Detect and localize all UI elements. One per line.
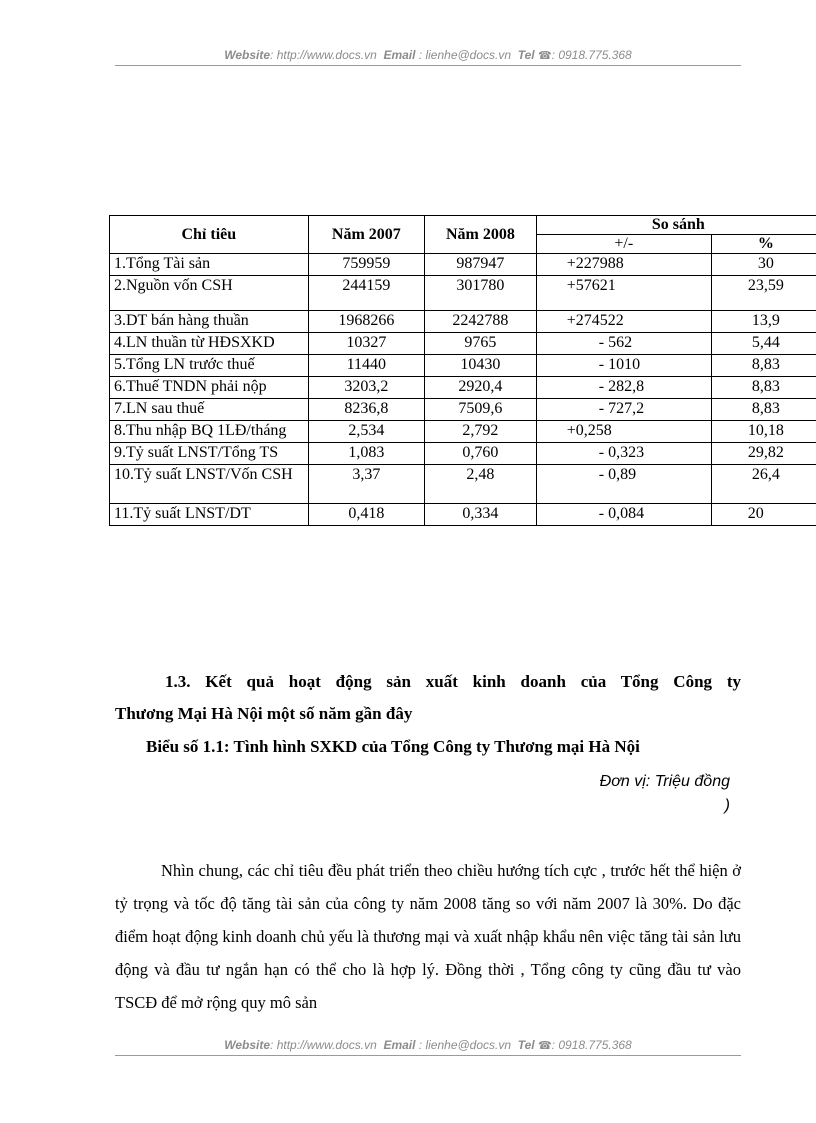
row-2007: 1,083 — [308, 443, 424, 465]
row-2007: 2,534 — [308, 421, 424, 443]
row-label: 1.Tổng Tài sản — [110, 254, 309, 276]
row-2007: 0,418 — [308, 504, 424, 526]
row-2008: 10430 — [425, 355, 537, 377]
row-diff: +274522 — [536, 311, 711, 333]
row-2008: 2920,4 — [425, 377, 537, 399]
row-label: 3.DT bán hàng thuần — [110, 311, 309, 333]
row-pct: 8,83 — [711, 377, 816, 399]
row-pct: 20 — [711, 504, 816, 526]
row-2007: 759959 — [308, 254, 424, 276]
row-pct: 23,59 — [711, 276, 816, 311]
row-2007: 11440 — [308, 355, 424, 377]
row-2007: 3,37 — [308, 465, 424, 504]
row-diff: - 0,084 — [536, 504, 711, 526]
row-2008: 0,760 — [425, 443, 537, 465]
table-row — [110, 311, 816, 333]
row-2008: 2,792 — [425, 421, 537, 443]
row-2008: 987947 — [425, 254, 537, 276]
header-tel-value: : 0918.775.368 — [551, 48, 632, 62]
table-row — [110, 333, 816, 355]
row-2007: 3203,2 — [308, 377, 424, 399]
page-header — [115, 48, 741, 66]
footer-email-label: Email — [383, 1038, 416, 1052]
row-pct: 29,82 — [711, 443, 816, 465]
row-diff: - 0,89 — [536, 465, 711, 504]
row-label: 5.Tổng LN trước thuế — [110, 355, 309, 377]
body-paragraph: Nhìn chung, các chỉ tiêu đều phát triển theo chiều hướng tích cực , trước hết thể hiện ở tỷ trọng và tốc độ tăng tài sản của công ty năm 2008 tăng so với năm 2007 là 30%. Do đặc điểm hoạt động kinh doanh chủ yếu là thương mại và xuất nhập khẩu nên việc tăng tài sản lưu động và đầu tư ngắn hạn có thể cho là hợp lý. Đồng thời , Tổng công ty cũng đầu tư vào TSCĐ để mở rộng quy mô sản — [115, 861, 741, 1012]
row-2008: 9765 — [425, 333, 537, 355]
footer-website-value[interactable]: : http://www.docs.vn — [270, 1038, 377, 1052]
financial-table — [109, 215, 816, 526]
unit-note — [560, 770, 730, 818]
footer-website-label: Website — [224, 1038, 271, 1052]
row-label: 9.Tỷ suất LNST/Tổng TS — [110, 443, 309, 465]
row-2008: 7509,6 — [425, 399, 537, 421]
table-row — [110, 254, 816, 276]
header-email-label: Email — [383, 48, 416, 62]
row-pct: 13,9 — [711, 311, 816, 333]
row-label: 8.Thu nhập BQ 1LĐ/tháng — [110, 421, 309, 443]
row-pct: 10,18 — [711, 421, 816, 443]
phone-icon: ☎ — [537, 50, 552, 62]
row-diff: - 562 — [536, 333, 711, 355]
row-2007: 10327 — [308, 333, 424, 355]
row-diff: +227988 — [536, 254, 711, 276]
row-2008: 301780 — [425, 276, 537, 311]
unit-note-line2: ) — [724, 797, 730, 814]
row-pct: 8,83 — [711, 399, 816, 421]
section-heading-line1: 1.3. Kết quả hoạt động sản xuất kinh doanh của Tổng Công ty — [165, 672, 741, 691]
row-2008: 2,48 — [425, 465, 537, 504]
row-diff: +0,258 — [536, 421, 711, 443]
row-pct: 30 — [711, 254, 816, 276]
row-label: 4.LN thuần từ HĐSXKD — [110, 333, 309, 355]
unit-note-line1: Đơn vị: Triệu đồng — [599, 773, 730, 790]
row-diff: - 1010 — [536, 355, 711, 377]
row-diff: +57621 — [536, 276, 711, 311]
row-label: 11.Tỷ suất LNST/DT — [110, 504, 309, 526]
header-website-label: Website — [224, 48, 271, 62]
footer-email-value[interactable]: : lienhe@docs.vn — [418, 1038, 512, 1052]
header-diff: +/- — [536, 235, 711, 254]
row-label: 6.Thuế TNDN phải nộp — [110, 377, 309, 399]
row-label: 2.Nguồn vốn CSH — [110, 276, 309, 311]
table-row — [110, 443, 816, 465]
row-diff: - 282,8 — [536, 377, 711, 399]
row-2008: 2242788 — [425, 311, 537, 333]
footer-tel-value: : 0918.775.368 — [551, 1038, 632, 1052]
row-2008: 0,334 — [425, 504, 537, 526]
row-2007: 1968266 — [308, 311, 424, 333]
table-row — [110, 421, 816, 443]
header-comparison: So sánh — [536, 216, 816, 235]
table-row — [110, 276, 816, 311]
phone-icon: ☎ — [537, 1040, 552, 1052]
row-pct: 5,44 — [711, 333, 816, 355]
header-website-value[interactable]: : http://www.docs.vn — [270, 48, 377, 62]
header-tel-label: Tel — [517, 48, 535, 62]
row-2007: 8236,8 — [308, 399, 424, 421]
header-year-2007: Năm 2007 — [308, 216, 424, 254]
header-percent: % — [711, 235, 816, 254]
row-pct: 26,4 — [711, 465, 816, 504]
row-diff: - 727,2 — [536, 399, 711, 421]
row-label: 7.LN sau thuế — [110, 399, 309, 421]
row-label: 10.Tỷ suất LNST/Vốn CSH — [110, 465, 309, 504]
section-heading-line2: Thương Mại Hà Nội một số năm gần đây — [115, 704, 413, 723]
row-diff: - 0,323 — [536, 443, 711, 465]
table-row — [110, 465, 816, 504]
row-2007: 244159 — [308, 276, 424, 311]
table-row — [110, 399, 816, 421]
header-indicator: Chỉ tiêu — [110, 216, 309, 254]
header-email-value[interactable]: : lienhe@docs.vn — [418, 48, 512, 62]
page-footer — [115, 1038, 741, 1056]
footer-tel-label: Tel — [517, 1038, 535, 1052]
table-row — [110, 377, 816, 399]
row-pct: 8,83 — [711, 355, 816, 377]
table-row — [110, 504, 816, 526]
table-caption: Biểu số 1.1: Tình hình SXKD của Tổng Công ty Thương mại Hà Nội — [146, 737, 640, 756]
table-row — [110, 355, 816, 377]
header-year-2008: Năm 2008 — [425, 216, 537, 254]
table-header-row — [110, 216, 816, 235]
